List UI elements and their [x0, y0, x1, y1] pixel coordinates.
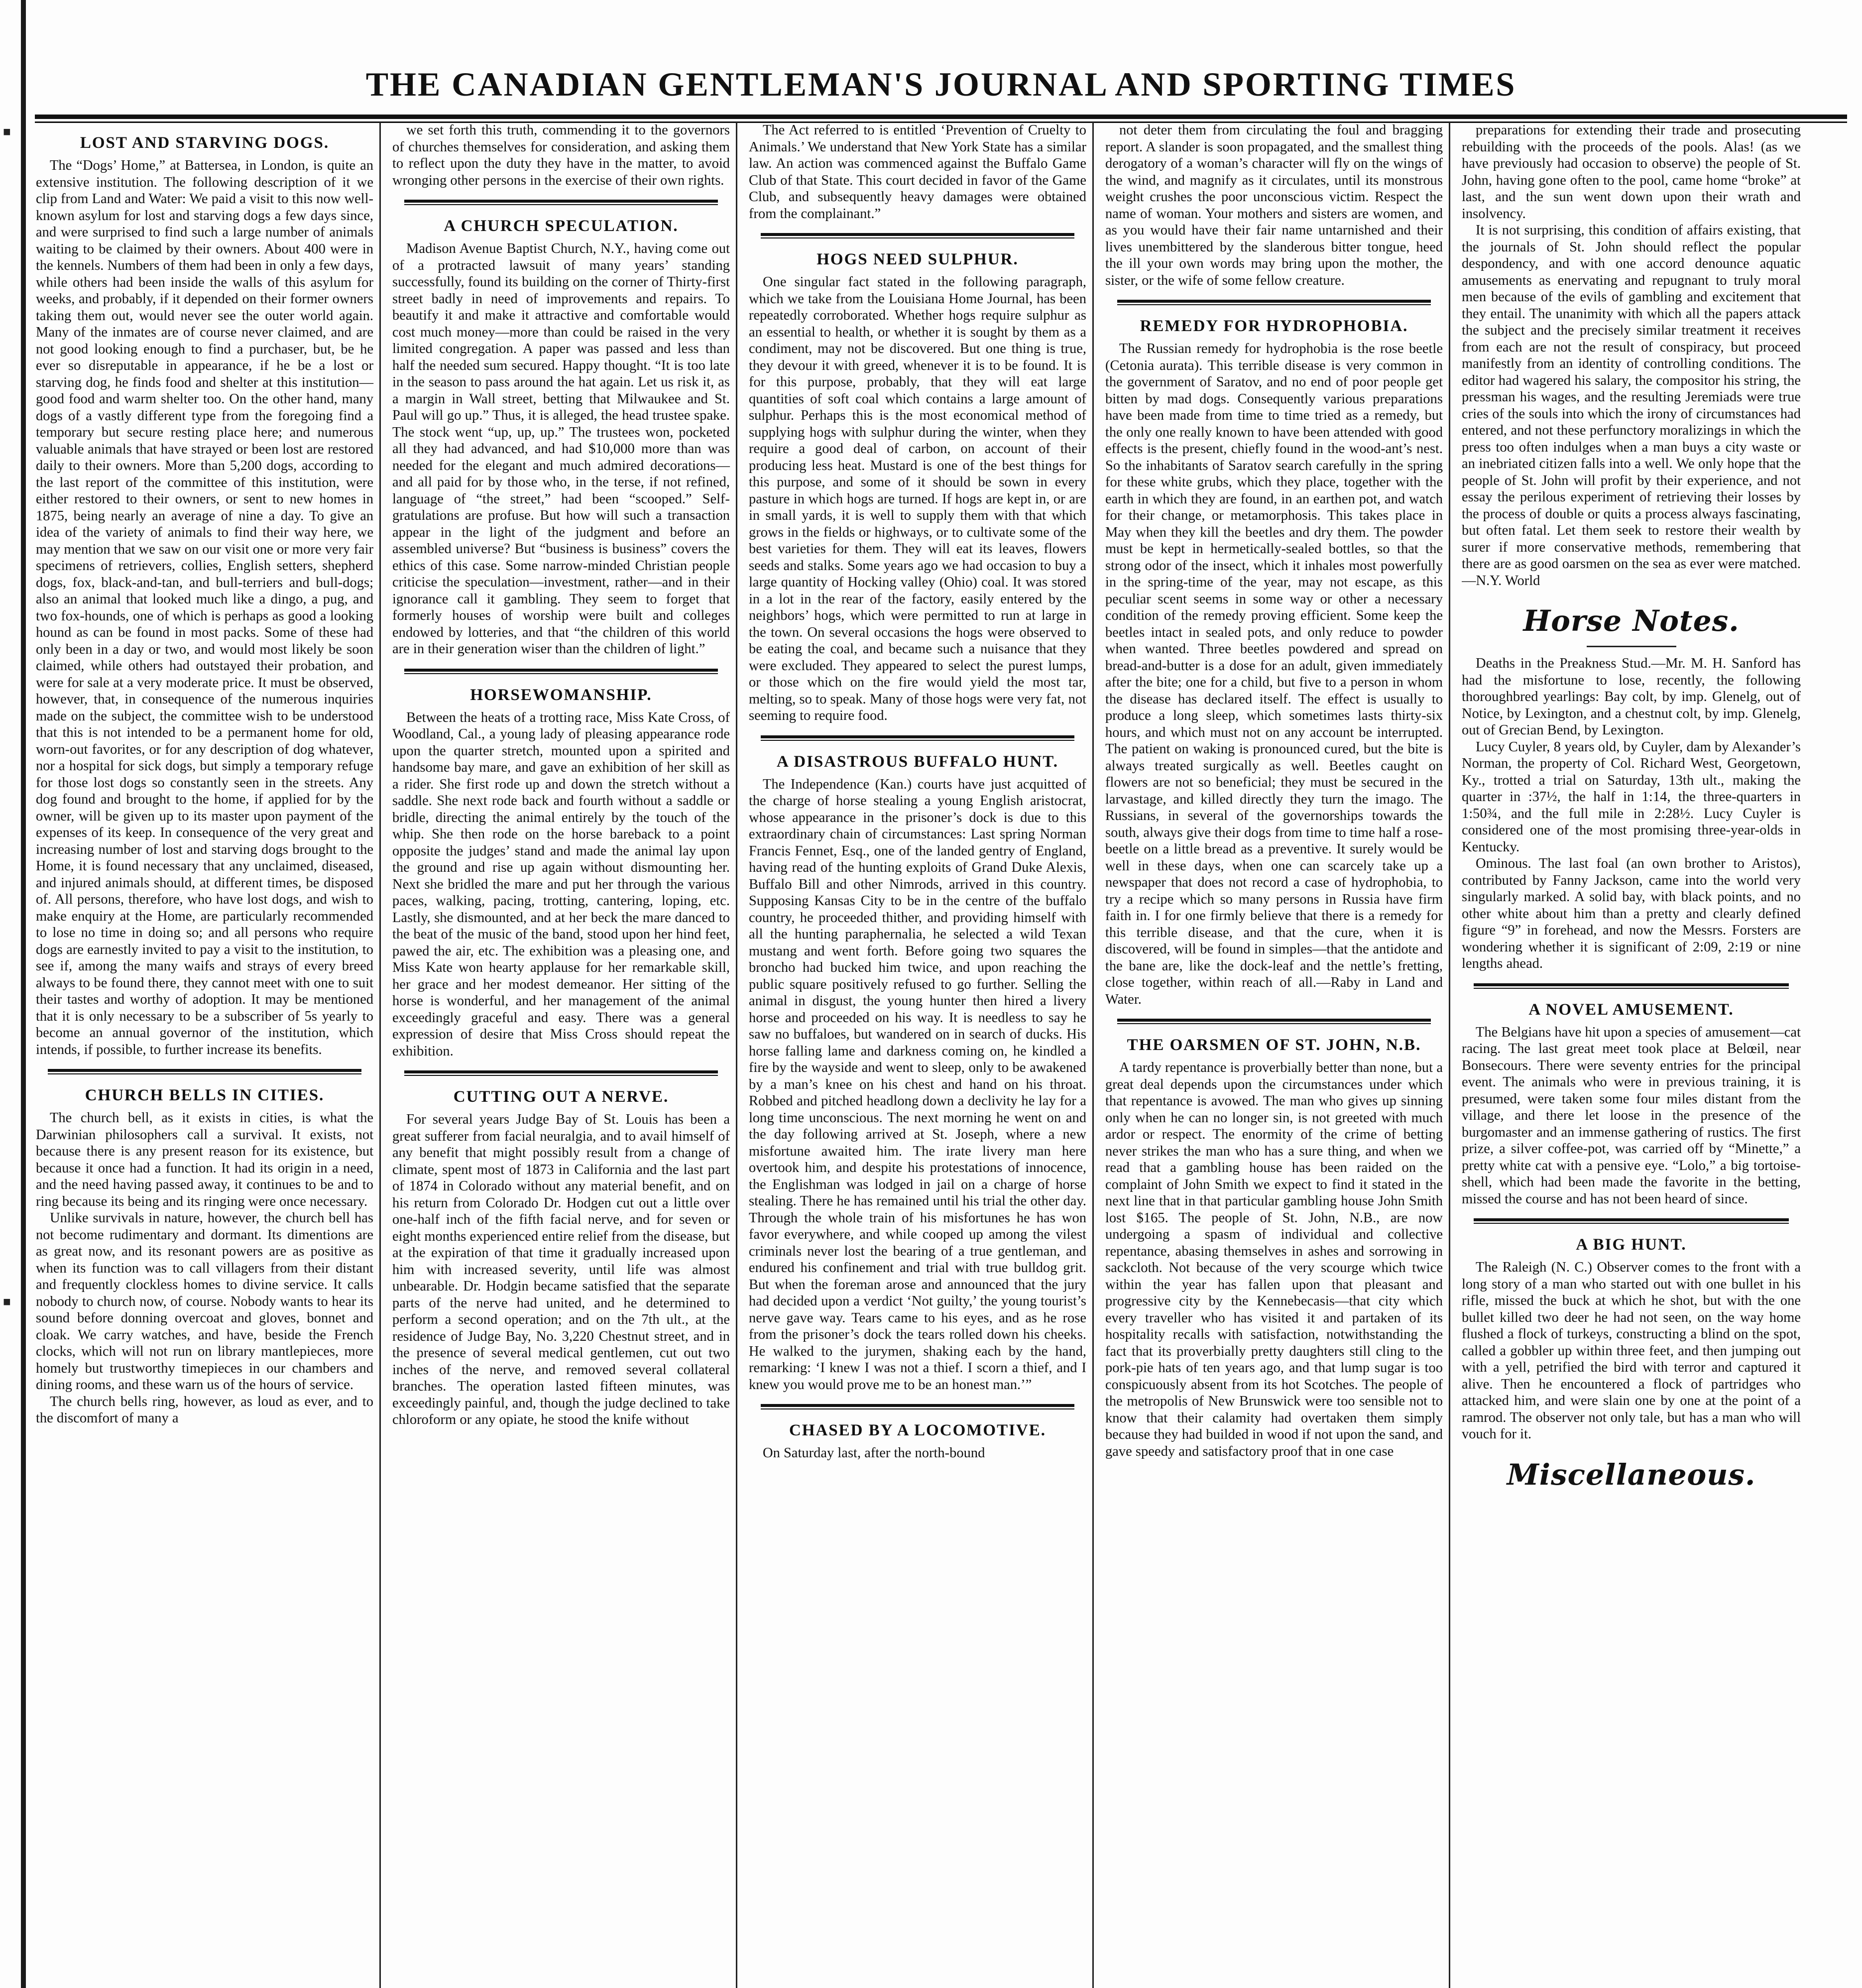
margin-mark: ■: [3, 1294, 11, 1309]
article-paragraph: Deaths in the Preakness Stud.—Mr. M. H. Sanford has had the misfortune to lose, recently, the following thoroughbred yearlings: Bay colt, by imp. Glenelg, out of Notice, by Lexington, and a chestnut colt, by imp. Glenelg, out of Grecian Bend, by Lexington.: [1462, 656, 1801, 738]
margin-mark: ■: [3, 124, 11, 139]
article-paragraph: It is not surprising, this condition of affairs existing, that the journals of St. John should reflect the popular despondency, and with one accord denounce aquatic amusements as enervating and repugnant to truly moral men because of the evils of gambling and excitement that they entail. The unanimity with which all the papers attack the subject and the precisely similar treatment it receives from each are not the result of conspiracy, but proceed manifestly from an identity of controlling conditions. The editor had wagered his salary, the compositor his string, the pressman his wages, and the resulting Jeremiads were true cries of the souls into which the irony of circumstances had entered, and not these perfunctory moralizings in which the press too often indulges when a man buys a city waste or an inebriated citizen falls into a well. We only hope that the people of St. John will profit by their experience, and not essay the perilous experiment of retrieving their losses by the process of double or quits a process always fascinating, but often fatal. Let them seek to restore their wealth by surer if more conservative methods, remembering that there are as good oarsmen on the sea as ever were matched.—N.Y. World: [1462, 223, 1801, 588]
article-paragraph: The Russian remedy for hydrophobia is the rose beetle (Cetonia aurata). This terrible disease is very common in the government of Saratov, and no end of poor people get bitten by mad dogs. Consequently various preparations have been made from time to time tried as a remedy, but the only one really known to have been attended with good effects is the present, chiefly found in the wood-ant’s nest. So the inhabitants of Saratov search carefully in the spring for these white grubs, which they place, together with the earth in which they are found, in an earthen pot, and watch for their change, or metamorphosis. This takes place in May when they kill the beetles and dry them. The powder must be kept in hermetically-sealed bottles, so that the strong odor of the insect, which it inhales most powerfully in the spring-time of the year, may not escape, as this peculiar scent seems in some way or other a necessary condition of the remedy proving efficient. Some keep the beetles intact in sealed pots, and only reduce to powder when wanted. Three beetles powdered and spread on bread-and-butter is a dose for an adult, given immediately after the bite; one for a child, but five to a person in whom the disease has declared itself. The effect is usually to produce a long sleep, which sometimes lasts thirty-six hours, and which must not on any account be interrupted. The patient on waking is pronounced cured, but the bite is always treated surgically as well. Beetles caught on flowers are not so beneficial; they must be secured in the larvastage, and killed directly they turn the imago. The Russians, in several of the governorships towards the south, always give their dogs from time to time half a rose-beetle on a little bread as a preventive. It surely would be well in these days, when one can scarcely take up a newspaper that does not record a case of hydrophobia, to try a recipe which so many persons in Russia have firm faith in. I for one firmly believe that there is a remedy for this terrible disease, and that the cure, when it is discovered, will be found in simples—that the antidote and the bane are, like the dock-leaf and the nettle’s fretting, close together, within reach of all.—Raby in Land and Water.: [1105, 341, 1443, 1007]
article-separator: [1117, 300, 1431, 305]
column-5: [1462, 122, 1807, 1988]
article-separator: [761, 233, 1074, 238]
article-separator: [761, 735, 1074, 741]
article-separator: [404, 200, 718, 205]
article-paragraph: preparations for extending their trade and prosecuting rebuilding with the proceeds of the pools. Alas! (as we have previously had occasion to observe) the people of St. John, having gone often to the pool, came home “broke” at last, and the sun went down upon their wrath and insolvency.: [1462, 122, 1801, 222]
short-rule: [1587, 646, 1676, 647]
column-1: [36, 122, 381, 1988]
article-separator: [404, 1070, 718, 1076]
article-paragraph: we set forth this truth, commending it to the governors of churches themselves for consideration, and asking them to reflect upon the duty they have in the matter, to avoid wronging other persons in the exercise of their own rights.: [392, 122, 730, 188]
article-paragraph: The Independence (Kan.) courts have just acquitted of the charge of horse stealing a young English aristocrat, whose appearance in the prisoner’s dock is due to this extraordinary chain of circumstances: Last spring Norman Francis Fennet, Esq., one of the landed gentry of England, having read of the hunting exploits of Grand Duke Alexis, Buffalo Bill and other Nimrods, arrived in this country. Supposing Kansas City to be in the centre of the buffalo country, he proceeded thither, and providing himself with all the hunting paraphernalia, he selected a wild Texan mustang and went forth. Before going two squares the broncho had bucked him twice, and upon reaching the public square positively refused to go further. Selling the animal in disgust, the young hunter then hired a livery horse and proceeded on his way. It is needless to say he saw no buffaloes, but wandered on in search of ducks. His horse falling lame and darkness coming on, he kindled a fire by the wayside and went to sleep, only to be awakened by a man’s knee on his chest and hand on his throat. Robbed and pitched headlong down a declivity he lay for a long time unconscious. The next morning he went on and the day following arrived at St. Joseph, where a new misfortune awaited him. The irate livery man here overtook him, and despite his protestations of innocence, the Englishman was lodged in jail on a charge of horse stealing. There he has remained until his trial the other day. Through the whole train of his misfortunes he has won favor everywhere, and while cooped up among the vilest criminals never lost the bearing of a true gentleman, and endured his confinement and trial with true bulldog grit. But when the foreman arose and announced that the jury had decided upon a verdict ‘Not guilty,’ the young tourist’s nerve gave way. Tears came to his eyes, and as he rose from the prisoner’s dock the tears rolled down his cheeks. He walked to the jurymen, shaking each by the hand, remarking: ‘I knew I was not a thief. I scorn a thief, and I knew you would prove me to be an honest man.’”: [749, 776, 1086, 1393]
article-separator: [404, 669, 718, 674]
article-separator: [761, 1404, 1074, 1409]
article-heading: CHASED BY A LOCOMOTIVE.: [789, 1421, 1047, 1439]
masthead: [35, 65, 1847, 124]
article-paragraph: Ominous. The last foal (an own brother to Aristos), contributed by Fanny Jackson, came into the world very singularly marked. A solid bay, with black points, and no other white about him than a pretty and clearly defined figure “9” in forehead, and now the Messrs. Forsters are wondering whether it is significant of 2:09, 2:19 or nine lengths ahead.: [1462, 856, 1801, 971]
article-heading: CHURCH BELLS IN CITIES.: [85, 1086, 325, 1104]
section-heading: Horse Notes.: [1523, 604, 1740, 638]
article-heading: A NOVEL AMUSEMENT.: [1528, 1000, 1734, 1019]
article-paragraph: On Saturday last, after the north-bound: [763, 1445, 985, 1461]
article-separator: [1117, 1019, 1431, 1024]
article-paragraph: not deter them from circulating the foul and bragging report. A slander is soon propagated, and the smallest thing derogatory of a woman’s character will fly on the wings of the wind, and magnify as it circulates, until its monstrous weight crushes the poor unconscious victim. Respect the name of woman. Your mothers and sisters are women, and as you would have their fair name untarnished and their lives unembittered by the slanderous bitter tongue, heed the ill your own words may bring upon the mother, the sister, or the wife of some fellow creature.: [1105, 122, 1443, 288]
article-paragraph: Madison Avenue Baptist Church, N.Y., having come out of a protracted lawsuit of many years’ standing successfully, found its building on the corner of Thirty-first street badly in need of improvements and repairs. To beautify it and make it attractive and comfortable would cost much money—more than could be raised in the very limited congregation. A paper was passed and less than half the needed sum secured. Happy thought. “It is too late in the season to pass around the hat again. Let us risk it, as a margin in Wall street, betting that Milwaukee and St. Paul will go up.” Thus, it is alleged, the head trustee spake. The stock went “up, up, up.” The trustees won, pocketed all they had advanced, and had $10,000 more than was needed for the elegant and much admired decorations—and all paid for by those who, in the terse, if not refined, language of “the street,” had been “scooped.” Self-gratulations are profuse. But how will such a transaction appear in the light of the judgment and before an assembled universe? But “business is business” covers the ethics of this case. Some narrow-minded Christian people criticise the speculation—investment, rather—and in their ignorance call it gambling. They seem to forget that formerly houses of worship were built and colleges endowed by lotteries, and that “the children of this world are in their generation wiser than the children of light.”: [392, 241, 730, 657]
article-paragraph: Between the heats of a trotting race, Miss Kate Cross, of Woodland, Cal., a young lady of pleasing appearance rode upon the quarter stretch, mounted upon a spirited and handsome bay mare, and gave an exhibition of her skill as a rider. She first rode up and down the stretch without a saddle. She next rode back and fourth without a saddle or bridle, directing the animal entirely by the touch of the whip. She then rode on the horse bareback to a point opposite the judges’ stand and made the animal lay upon the ground and rise up again without dismounting her. Next she bridled the mare and put her through the various paces, walking, pacing, trotting, cantering, loping, etc. Lastly, she dismounted, and at her beck the mare danced to the beat of the music of the band, stood upon her hind feet, pawed the air, etc. The exhibition was a pleasing one, and Miss Kate won hearty applause for her remarkable skill, her grace and her modest demeanor. Her sitting of the horse is wonderful, and her management of the animal exceedingly graceful and easy. There was a general expression of desire that Miss Cross should repeat the exhibition.: [392, 709, 730, 1059]
article-paragraph: One singular fact stated in the following paragraph, which we take from the Louisiana Home Journal, has been repeatedly corroborated. Whether hogs require sulphur as an essential to health, or whether it is sought by them as a condiment, may not be discovered. But one thing is true, they devour it with greed, whenever it is to be found. It is for this purpose, probably, that they will eat large quantities of soft coal which contains a large amount of sulphur. Perhaps this is the most economical method of supplying hogs with sulphur during the winter, when they require a good deal of carbon, on account of their producing less heat. Mustard is one of the best things for this purpose, and some of it should be sown in every pasture in which hogs are turned. If hogs are kept in, or are in small yards, it is well to supply them with that which grows in the fields or highways, or to cultivate some of the best varieties for them. They will eat its leaves, flowers seeds and stalks. Some years ago we had occasion to buy a large quantity of Hocking valley (Ohio) coal. It was stored in a lot in the rear of the factory, easily entered by the neighbors’ hogs, which were permitted to run at large in the town. On several occasions the hogs were observed to be eating the coal, and became such a nuisance that they were excluded. They appeared to select the purest lumps, or those which on the fire would yield the most tar, melting, so to speak. Many of those hogs were very fat, not seeming to require food.: [749, 274, 1086, 723]
article-heading: HOGS NEED SULPHUR.: [816, 250, 1019, 268]
article-separator: [1474, 983, 1789, 989]
article-heading: A CHURCH SPECULATION.: [444, 217, 679, 235]
newspaper-columns: [36, 122, 1847, 1988]
margin-edge-strip: [0, 0, 26, 1988]
article-paragraph: The Belgians have hit upon a species of amusement—cat racing. The last great meet took place at Belœil, near Bonsecours. There were seventy entries for the principal event. The animals who were in previous training, it is presumed, were taken some four miles distant from the village, and there let loose in the presence of the burgomaster and an immense gathering of rustics. The first prize, a silver coffee-pot, was carried off by “Minette,” a pretty white cat with a pensive eye. “Lolo,” a big tortoise-shell, which had been made the favorite in the betting, missed the course and has not been heard of since.: [1462, 1024, 1801, 1207]
article-separator: [1474, 1218, 1789, 1224]
article-heading: HORSEWOMANSHIP.: [470, 686, 652, 704]
article-heading: CUTTING OUT A NERVE.: [453, 1088, 669, 1106]
article-heading: A DISASTROUS BUFFALO HUNT.: [776, 752, 1059, 771]
column-4: [1105, 122, 1450, 1988]
column-2: [392, 122, 737, 1988]
article-paragraph: Unlike survivals in nature, however, the church bell has not become rudimentary and dormant. Its dimentions are as great now, and its resonant powers are as positive as when its function was to call villagers from their distant and frequently clockless homes to divine service. It calls nobody to church now, of course. Nobody wants to hear its sound before donning overcoat and gloves, bonnet and cloak. We carry watches, and have, beside the French clocks, which will not run on library mantlepieces, more homely but trustworthy timepieces in our chambers and dining rooms, and these warn us of the hours of service.: [36, 1210, 373, 1393]
article-separator: [48, 1069, 361, 1074]
article-paragraph: A tardy repentance is proverbially better than none, but a great deal depends upon the circumstances under which that repentance is avowed. The man who gives up sinning only when he can no longer sin, is not greeted with much ardor or respect. The enormity of the crime of betting never strikes the man who has a sure thing, and when we read that a gambling house has been raided on the complaint of John Smith we expect to find it stated in the next line that in that particular gambling house John Smith lost $165. The people of St. John, N.B., are now undergoing a spasm of individual and collective repentance, abasing themselves in ashes and sorrowing in sackcloth. Not because of the very scourge which twice within the year has fallen upon that pleasant and progressive city by the Kennebecasis—that city which every traveller who has visited it and partaken of its hospitality recalls with satisfaction, notwithstanding the fact that its proverbially pretty daughters still cling to the pork-pie hats of ten years ago, and that lump sugar is too conspicuously absent from its hot Scotches. The people of the metropolis of New Brunswick were too sensible not to know that their calamity had overtaken them simply because they had builded in wood if not upon the sand, and gave speedy and satisfactory proof that in one case: [1105, 1060, 1443, 1459]
column-3: [749, 122, 1094, 1988]
section-heading: Miscellaneous.: [1507, 1457, 1756, 1492]
article-heading: LOST AND STARVING DOGS.: [80, 134, 330, 152]
masthead-title: THE CANADIAN GENTLEMAN'S JOURNAL AND SPORTING TIMES: [365, 65, 1516, 103]
article-paragraph: The Act referred to is entitled ‘Prevention of Cruelty to Animals.’ We understand that New York State has a similar law. An action was commenced against the Buffalo Game Club of that State. This court decided in favor of the Game Club, and subsequently heavy damages were obtained from the complainant.”: [749, 122, 1086, 222]
article-paragraph: The “Dogs’ Home,” at Battersea, in London, is quite an extensive institution. The following description of it we clip from Land and Water: We paid a visit to this now well-known asylum for lost and starving dogs a few days since, and were surprised to find such a large number of animals waiting to be claimed by their owners. About 400 were in the kennels. Numbers of them had been in only a few days, while others had been inside the walls of this asylum for weeks, and probably, if it depended on their former owners taking them out, would never see the outer world again. Many of the inmates are of course never claimed, and are not good looking enough to find a purchaser, but, be he ever so disreputable in appearance, if he be a lost or starving dog, he finds food and shelter at this institution—good food and warm shelter too. On the other hand, many dogs of a vastly different type from the foregoing find a temporary but secure resting place here; and numerous valuable animals that have strayed or been lost are restored daily to their owners. More than 5,200 dogs, according to the last report of the committee of this institution, were either restored to their owners, or sent to new homes in 1875, being nearly an average of nine a day. To give an idea of the variety of animals to find their way here, we may mention that we saw on our visit one or more very fair specimens of retrievers, collies, English setters, shepherd dogs, fox, black-and-tan, and bull-terriers and bull-dogs; also an animal that looked much like a dingo, a pug, and two fox-hounds, one of which is perhaps as good a looking hound as can be found in most packs. Some of these had only been in a day or two, and would most likely be soon claimed, while others had outstayed their probation, and were for sale at a very moderate price. It must be observed, however, that, in consequence of the numerous inquiries made on the subject, the committee wish to be understood that this is not intended to be a permanent home for old, worn-out favorites, or for any description of dog whatever, nor a hospital for sick dogs, but simply a temporary refuge for those lost dogs so constantly seen in the streets. Any dog found and brought to the home, if applied for by the owner, will be given up to its master upon payment of the expenses of its keep. In consequence of the very great and increasing number of lost and starving dogs brought to the Home, it is found necessary that any unclaimed, diseased, and injured animals should, at different times, be disposed of. All persons, therefore, who have lost dogs, and wish to make enquiry at the Home, are particularly recommended to lose no time in doing so; and all persons who require dogs are earnestly invited to pay a visit to the institution, to see if, among the many waifs and strays of every breed always to be found there, they cannot meet with one to suit their tastes and worthy of adoption. It may be mentioned that it is only necessary to be a subscriber of 5s yearly to become an annual governor of the institution, which intends, if possible, to further increase its benefits.: [36, 158, 373, 1057]
article-heading: REMEDY FOR HYDROPHOBIA.: [1140, 317, 1408, 335]
article-paragraph: The Raleigh (N. C.) Observer comes to the front with a long story of a man who started out with one bullet in his rifle, missed the buck at which he shot, but with the one bullet killed two deer he had not seen, on the way home flushed a flock of turkeys, constructing a blind on the spot, called a gobbler up within three feet, and then jumping out with a yell, petrified the bird with terror and captured it alive. Then he encountered a flock of partridges who attacked him, and were slain one by one at the point of a ramrod. The observer not only tale, but has a man who will vouch for it.: [1462, 1260, 1801, 1442]
article-heading: THE OARSMEN OF ST. JOHN, N.B.: [1127, 1036, 1421, 1054]
article-paragraph: Lucy Cuyler, 8 years old, by Cuyler, dam by Alexander’s Norman, the property of Col. Richard West, Georgetown, Ky., trotted a trial on Saturday, 13th ult., making the quarter in :37½, the half in 1:14, the three-quarters in 1:50¾, and the full mile in 2:28½. Lucy Cuyler is considered one of the most promising three-year-olds in Kentucky.: [1462, 739, 1801, 855]
article-paragraph: The church bells ring, however, as loud as ever, and to the discomfort of many a: [36, 1394, 373, 1426]
article-heading: A BIG HUNT.: [1576, 1236, 1687, 1254]
article-paragraph: The church bell, as it exists in cities, is what the Darwinian philosophers call a survival. It exists, not because there is any present reason for its existence, but because it once had a function. It had its origin in a need, and the need having passed away, it continues to be and to ring because its being and its ringing were once necessary.: [36, 1110, 373, 1209]
article-paragraph: For several years Judge Bay of St. Louis has been a great sufferer from facial neuralgia, and to avail himself of any benefit that might possibly result from a change of climate, spent most of 1873 in California and the last part of 1874 in Colorado without any material benefit, and on his return from Colorado Dr. Hodgen cut out a little over one-half inch of the fifth facial nerve, and for seven or eight months experienced entire relief from the disease, but at the expiration of that time it gradually increased upon him with increased severity, until life was almost unbearable. Dr. Hodgin became satisfied that the separate parts of the nerve had united, and he determined to perform a second operation; and on the 7th ult., at the residence of Judge Bay, No. 3,220 Chestnut street, and in the presence of several medical gentlemen, cut out two inches of the nerve, and removed several collateral branches. The operation lasted fifteen minutes, was exceedingly painful, and, though the judge declined to take chloroform or any opiate, he stood the knife without: [392, 1112, 730, 1427]
